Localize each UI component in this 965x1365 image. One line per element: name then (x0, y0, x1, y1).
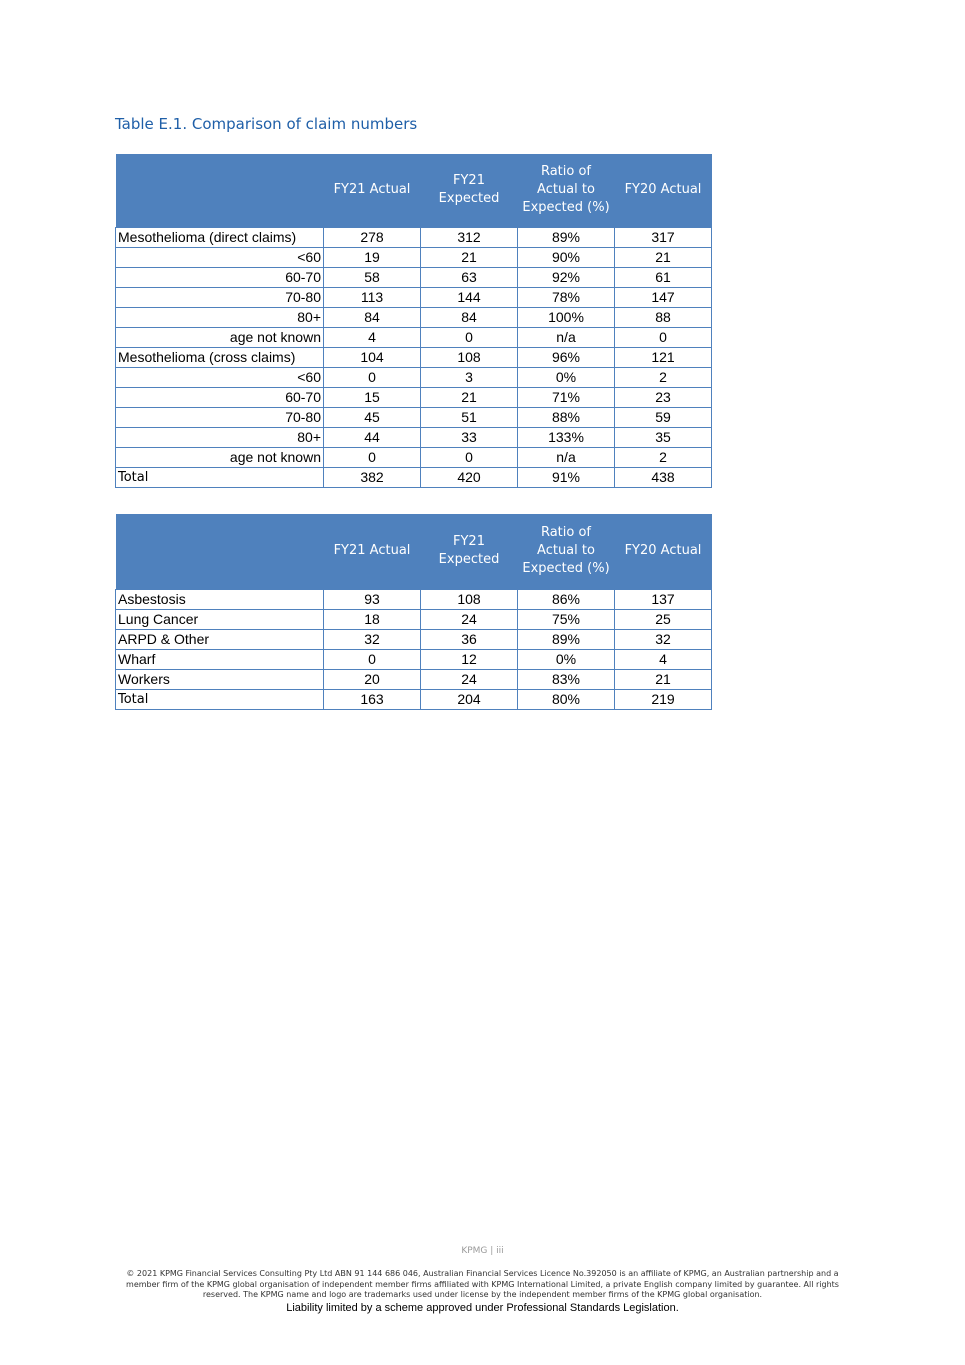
table-cell: 84 (324, 307, 421, 327)
table-row (116, 387, 712, 407)
row-label: Mesothelioma (direct claims) (116, 227, 324, 247)
table-cell: 438 (615, 467, 712, 487)
row-label: age not known (116, 447, 324, 467)
table-cell: 58 (324, 267, 421, 287)
table-cell: 75% (518, 609, 615, 629)
mesothelioma-claims-table (115, 154, 712, 488)
header-fy21-actual: FY21 Actual (324, 514, 421, 589)
table-cell: 100% (518, 307, 615, 327)
table-cell: 121 (615, 347, 712, 367)
table-cell: 382 (324, 467, 421, 487)
table-cell: 278 (324, 227, 421, 247)
header-fy21-actual: FY21 Actual (324, 154, 421, 227)
table-cell: 51 (421, 407, 518, 427)
table-row (116, 287, 712, 307)
table-cell: 33 (421, 427, 518, 447)
table-cell: 78% (518, 287, 615, 307)
other-claims-table (115, 514, 712, 710)
table-cell: 144 (421, 287, 518, 307)
table-row (116, 427, 712, 447)
table-cell: 12 (421, 649, 518, 669)
table-cell: 71% (518, 387, 615, 407)
table-cell: 83% (518, 669, 615, 689)
table-row (116, 327, 712, 347)
table-cell: 89% (518, 629, 615, 649)
table-cell: 93 (324, 589, 421, 609)
table-cell: 84 (421, 307, 518, 327)
table-cell: 59 (615, 407, 712, 427)
table-cell: 21 (421, 387, 518, 407)
table-row (116, 467, 712, 487)
table-cell: 96% (518, 347, 615, 367)
copyright-notice: © 2021 KPMG Financial Services Consulting Pty Ltd ABN 91 144 686 046, Australian Financial Services Licence No.392050 is an affiliate of KPMG, an Australian partnership and a member firm of the KPMG global organisation of independent member firms affiliated with KPMG International Limited, a private English company limited by guarantee. All rights reserved. The KPMG name and logo are trademarks used under license by the independent member firms of the KPMG global organisation. (126, 1269, 839, 1299)
table-cell: 21 (615, 247, 712, 267)
row-label: Wharf (116, 649, 324, 669)
table-cell: 25 (615, 609, 712, 629)
table-cell: 0 (421, 327, 518, 347)
table-cell: 36 (421, 629, 518, 649)
table-row (116, 407, 712, 427)
table-cell: 88 (615, 307, 712, 327)
table-cell: 44 (324, 427, 421, 447)
table-cell: n/a (518, 327, 615, 347)
table-cell: 18 (324, 609, 421, 629)
header-fy21-expected: FY21 Expected (421, 514, 518, 589)
header-ratio: Ratio of Actual to Expected (%) (518, 154, 615, 227)
row-label: 80+ (116, 427, 324, 447)
table-cell: 61 (615, 267, 712, 287)
table-row (116, 307, 712, 327)
table-row (116, 589, 712, 609)
row-label: age not known (116, 327, 324, 347)
header-fy20-actual: FY20 Actual (615, 154, 712, 227)
row-label: 70-80 (116, 407, 324, 427)
table-cell: 23 (615, 387, 712, 407)
table-cell: 92% (518, 267, 615, 287)
table-cell: 420 (421, 467, 518, 487)
table-cell: 89% (518, 227, 615, 247)
table-cell: 0 (615, 327, 712, 347)
table-cell: 204 (421, 689, 518, 709)
table-row (116, 347, 712, 367)
row-label: 80+ (116, 307, 324, 327)
table-cell: 4 (324, 327, 421, 347)
table-cell: 91% (518, 467, 615, 487)
header-blank (116, 514, 324, 589)
table-cell: 163 (324, 689, 421, 709)
table-cell: 21 (421, 247, 518, 267)
header-ratio: Ratio of Actual to Expected (%) (518, 514, 615, 589)
table-cell: 137 (615, 589, 712, 609)
table-cell: 0 (421, 447, 518, 467)
table-cell: 0% (518, 367, 615, 387)
table-row (116, 649, 712, 669)
table-cell: 2 (615, 367, 712, 387)
header-blank (116, 154, 324, 227)
table-row (116, 227, 712, 247)
table-cell: 32 (324, 629, 421, 649)
table-row (116, 609, 712, 629)
table-header-row (116, 514, 712, 589)
table-row (116, 689, 712, 709)
table-cell: 19 (324, 247, 421, 267)
table-row (116, 629, 712, 649)
row-label: Asbestosis (116, 589, 324, 609)
table-cell: 104 (324, 347, 421, 367)
table-cell: 24 (421, 669, 518, 689)
row-label: 60-70 (116, 267, 324, 287)
table-cell: 88% (518, 407, 615, 427)
table-cell: 35 (615, 427, 712, 447)
row-label: ARPD & Other (116, 629, 324, 649)
header-fy21-expected: FY21 Expected (421, 154, 518, 227)
table-cell: 0 (324, 367, 421, 387)
table-cell: 0 (324, 447, 421, 467)
table-cell: 113 (324, 287, 421, 307)
table-cell: 147 (615, 287, 712, 307)
table-cell: 133% (518, 427, 615, 447)
table-cell: 3 (421, 367, 518, 387)
row-label: <60 (116, 247, 324, 267)
table-body (116, 589, 712, 709)
row-label: Workers (116, 669, 324, 689)
table-cell: 219 (615, 689, 712, 709)
table-row (116, 367, 712, 387)
table-cell: 312 (421, 227, 518, 247)
table-row (116, 669, 712, 689)
table-body (116, 227, 712, 487)
table-header-row (116, 154, 712, 227)
table-cell: 0 (324, 649, 421, 669)
table-cell: 90% (518, 247, 615, 267)
table-cell: 2 (615, 447, 712, 467)
page-footer-label: KPMG | iii (461, 1246, 504, 1256)
table-cell: 4 (615, 649, 712, 669)
table-cell: 63 (421, 267, 518, 287)
table-cell: 24 (421, 609, 518, 629)
table-cell: n/a (518, 447, 615, 467)
liability-notice: Liability limited by a scheme approved under Professional Standards Legislation. (286, 1302, 679, 1314)
table-cell: 32 (615, 629, 712, 649)
table-row (116, 247, 712, 267)
table-cell: 20 (324, 669, 421, 689)
row-label: 70-80 (116, 287, 324, 307)
table-cell: 21 (615, 669, 712, 689)
row-label: Total (116, 689, 324, 709)
row-label: Lung Cancer (116, 609, 324, 629)
table-caption: Table E.1. Comparison of claim numbers (115, 115, 418, 133)
table-cell: 86% (518, 589, 615, 609)
row-label: 60-70 (116, 387, 324, 407)
row-label: Mesothelioma (cross claims) (116, 347, 324, 367)
table-cell: 108 (421, 589, 518, 609)
table-cell: 45 (324, 407, 421, 427)
table-row (116, 447, 712, 467)
table-cell: 108 (421, 347, 518, 367)
table-cell: 80% (518, 689, 615, 709)
header-fy20-actual: FY20 Actual (615, 514, 712, 589)
table-row (116, 267, 712, 287)
table-cell: 15 (324, 387, 421, 407)
table-cell: 0% (518, 649, 615, 669)
row-label: <60 (116, 367, 324, 387)
table-cell: 317 (615, 227, 712, 247)
row-label: Total (116, 467, 324, 487)
